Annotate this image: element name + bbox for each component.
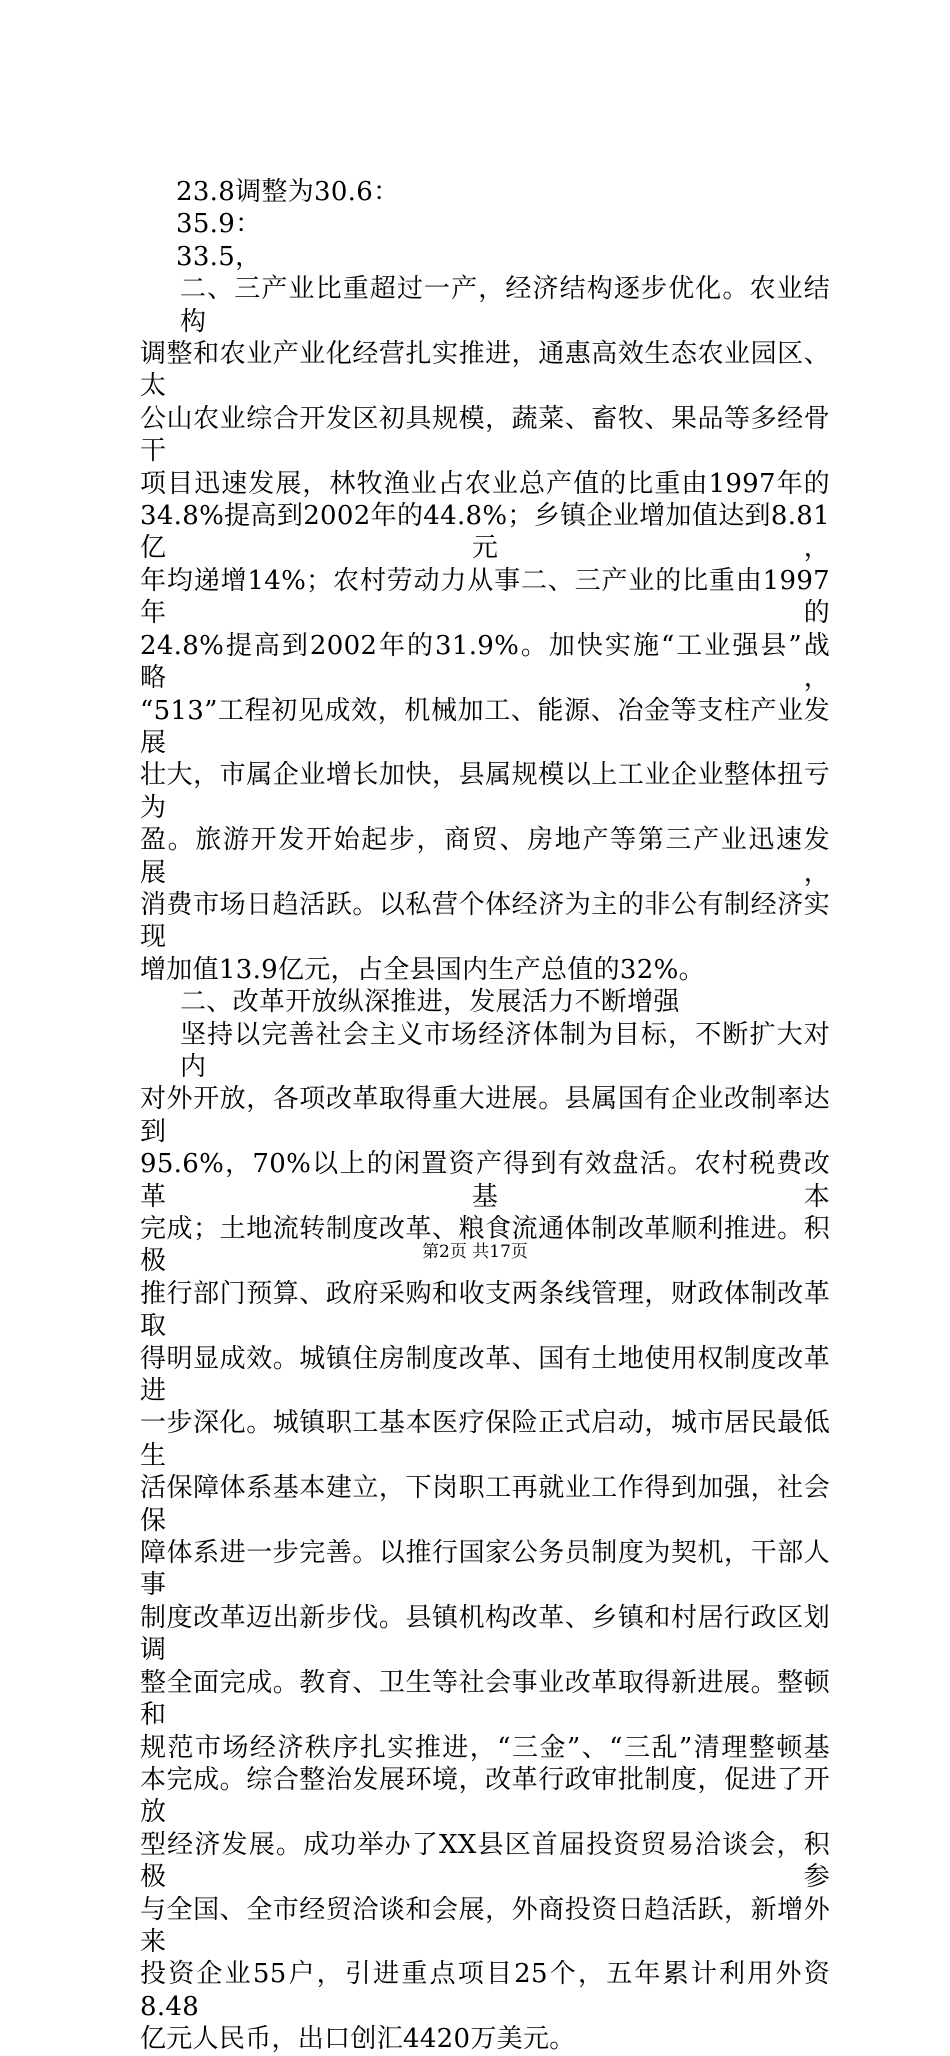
text-line: “513”工程初见成效，机械加工、能源、冶金等支柱产业发展 bbox=[140, 695, 830, 758]
text-line: 活保障体系基本建立，下岗职工再就业工作得到加强，社会保 bbox=[140, 1473, 830, 1536]
text-line: 增加值13.9亿元，占全县国内生产总值的32%。 bbox=[140, 954, 705, 985]
text-line: 公山农业综合开发区初具规模，蔬菜、畜牧、果品等多经骨干 bbox=[140, 403, 830, 467]
text-line: 35.9： bbox=[176, 209, 262, 240]
text-line: 33.5， bbox=[176, 241, 262, 272]
paragraph-first-line: 坚持以完善社会主义市场经济体制为目标，不断扩大对内 bbox=[180, 1019, 830, 1082]
text-line: 壮大，市属企业增长加快，县属规模以上工业企业整体扭亏为 bbox=[140, 760, 830, 823]
text-line: 本完成。综合整治发展环境，改革行政审批制度，促进了开放 bbox=[140, 1764, 830, 1828]
text-line: 投资企业55户，引进重点项目25个，五年累计利用外资8.48 bbox=[140, 1959, 830, 2022]
text-line: 障体系进一步完善。以推行国家公务员制度为契机，干部人事 bbox=[140, 1538, 830, 1601]
text-line: 调整和农业产业化经营扎实推进，通惠高效生态农业园区、太 bbox=[140, 339, 830, 402]
text-line: 得明显成效。城镇住房制度改革、国有土地使用权制度改革进 bbox=[140, 1343, 830, 1407]
text-line: 完成；土地流转制度改革、粮食流通体制改革顺利推进。积极 bbox=[140, 1214, 830, 1277]
text-line: 对外开放，各项改革取得重大进展。县属国有企业改制率达到 bbox=[140, 1084, 830, 1147]
text-line: 年均递增14%；农村劳动力从事二、三产业的比重由1997年的 bbox=[140, 565, 830, 629]
text-line: 型经济发展。成功举办了XX县区首届投资贸易洽谈会，积极参 bbox=[140, 1829, 830, 1893]
text-line: 项目迅速发展，林牧渔业占农业总产值的比重由1997年的 bbox=[140, 468, 830, 499]
text-line: 一步深化。城镇职工基本医疗保险正式启动，城市居民最低生 bbox=[140, 1408, 830, 1471]
text-line: 34.8%提高到2002年的44.8%；乡镇企业增加值达到8.81亿元， bbox=[140, 501, 830, 564]
page-number-label: 第2页 共17页 bbox=[422, 1242, 528, 1262]
text-line: 95.6%，70%以上的闲置资产得到有效盘活。农村税费改革基本 bbox=[140, 1149, 830, 1212]
text-line: 23.8调整为30.6： bbox=[176, 177, 400, 207]
document-body bbox=[140, 176, 830, 2056]
paragraph-first-line: 二、三产业比重超过一产，经济结构逐步优化。农业结构 bbox=[180, 274, 830, 337]
text-line: 推行部门预算、政府采购和收支两条线管理，财政体制改革取 bbox=[140, 1278, 830, 1342]
text-line: 整全面完成。教育、卫生等社会事业改革取得新进展。整顿和 bbox=[140, 1667, 830, 1731]
text-line: 制度改革迈出新步伐。县镇机构改革、乡镇和村居行政区划调 bbox=[140, 1602, 830, 1666]
text-line: 规范市场经济秩序扎实推进，“三金”、“三乱”清理整顿基 bbox=[140, 1732, 830, 1763]
text-line: 消费市场日趋活跃。以私营个体经济为主的非公有制经济实现 bbox=[140, 889, 830, 953]
text-line: 盈。旅游开发开始起步，商贸、房地产等第三产业迅速发展， bbox=[140, 825, 830, 888]
text-line: 亿元人民币，出口创汇4420万美元。 bbox=[140, 2024, 576, 2055]
text-line: 24.8%提高到2002年的31.9%。加快实施“工业强县”战略， bbox=[140, 630, 830, 694]
text-line: 与全国、全市经贸洽谈和会展，外商投资日趋活跃，新增外来 bbox=[140, 1894, 830, 1957]
section-heading: 二、改革开放纵深推进，发展活力不断增强 bbox=[180, 987, 680, 1018]
page-footer bbox=[0, 1240, 950, 1264]
